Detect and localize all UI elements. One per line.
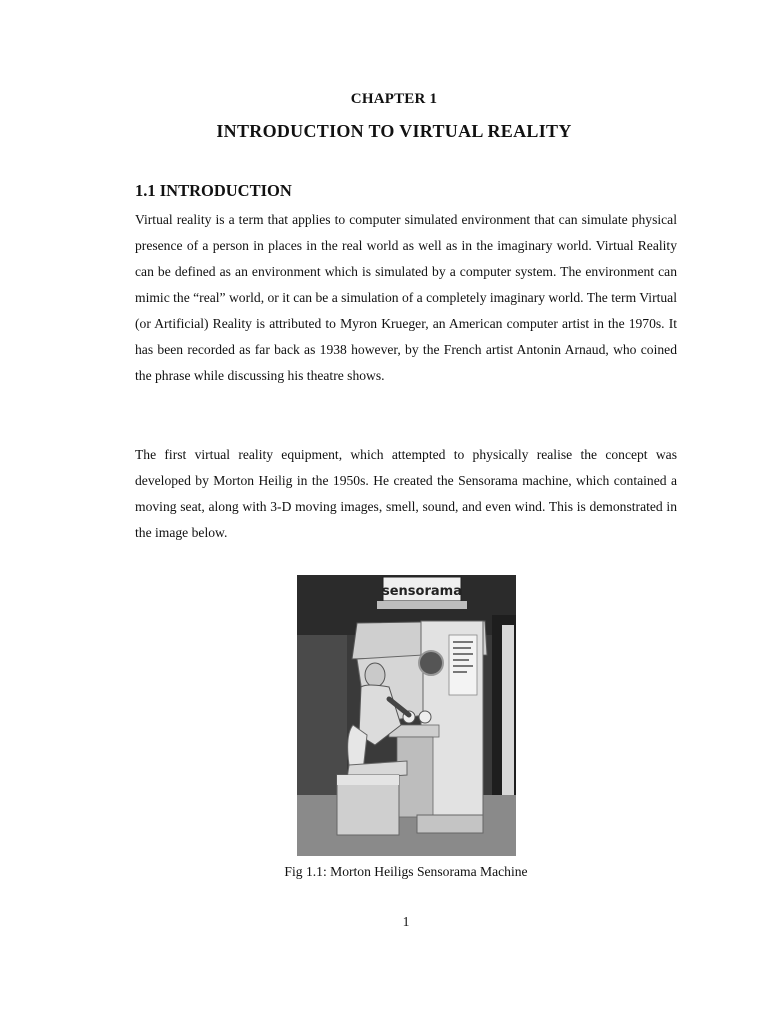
body-paragraph-1: Virtual reality is a term that applies to computer simulated environment that can simulate physical presence of a person in places in the real world as well as in the imaginary world. Virtual Reality can be defined as an environment which is simulated by a computer system. The environment can mimic the “real” world, or it can be a simulation of a completely imaginary world. The term Virtual (or Artificial) Reality is attributed to Myron Krueger, an American computer artist in the 1970s. It has been recorded as far back as 1938 however, by the French artist Antonin Arnaud, who coined the phrase while discussing his theatre shows. bbox=[135, 212, 677, 383]
page-number: 1 bbox=[402, 914, 410, 929]
chapter-label: CHAPTER 1 bbox=[350, 91, 438, 107]
section-heading: 1.1 INTRODUCTION bbox=[135, 181, 292, 200]
sensorama-photo bbox=[297, 575, 516, 856]
body-paragraph-2: The first virtual reality equipment, which attempted to physically realise the concept was developed by Morton Heilig in the 1950s. He created the Sensorama machine, which contained a moving seat, along with 3-D moving images, smell, sound, and even wind. This is demonstrated in the image below. bbox=[135, 447, 677, 540]
figure-caption: Fig 1.1: Morton Heiligs Sensorama Machine bbox=[284, 864, 528, 879]
chapter-title: INTRODUCTION TO VIRTUAL REALITY bbox=[216, 121, 572, 141]
sign-text: sensorama bbox=[382, 584, 462, 599]
sensorama-illustration bbox=[297, 575, 516, 856]
